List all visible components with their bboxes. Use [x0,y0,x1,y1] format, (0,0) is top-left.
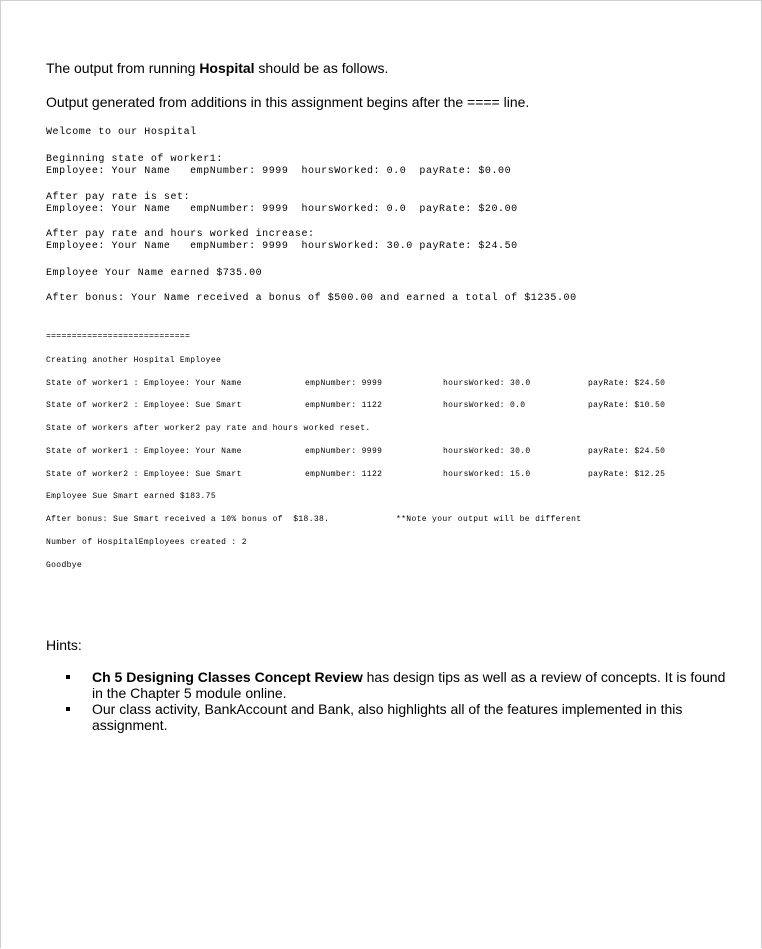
console-reset-head: State of workers after worker2 pay rate and hours worked reset. [46,424,371,433]
hint-item [66,701,726,733]
worker1-after-pay: payRate: $24.50 [588,447,666,456]
worker1-after-prefix: State of worker1 : Employee: Your Name [46,447,242,456]
worker1-after-emp: empNumber: 9999 [305,447,383,456]
console-bonus: After bonus: Your Name received a bonus of $500.00 and earned a total of $1235.00 [46,293,577,304]
worker1-before-pay: payRate: $24.50 [588,379,666,388]
console-welcome: Welcome to our Hospital [46,127,197,138]
hints-list [66,669,726,733]
hint-item [66,669,726,701]
console-payset-row: Employee: Your Name empNumber: 9999 hoursWorked: 0.0 payRate: $20.00 [46,204,518,215]
bullet-icon [66,675,70,679]
hint-item-text: has design tips as well as a review of concepts. It is found in the Chapter 5 module online. [92,669,726,701]
worker2-before-emp: empNumber: 1122 [305,401,383,410]
console-creating: Creating another Hospital Employee [46,356,222,365]
hint-item-text: Our class activity, BankAccount and Bank, also highlights all of the features implemented in this assignment. [92,701,683,733]
worker2-before-prefix: State of worker2 : Employee: Sue Smart [46,401,242,410]
intro-line-1-end: should be as follows. [254,60,389,76]
worker1-before-prefix: State of worker1 : Employee: Your Name [46,379,242,388]
hint-item-bold: Ch 5 Designing Classes Concept Review [92,669,363,685]
worker2-before-pay: payRate: $10.50 [588,401,666,410]
console-sue-bonus: After bonus: Sue Smart received a 10% bonus of $18.38. [46,515,330,524]
intro-line-1-text: The output from running [46,60,200,76]
intro-line-1 [46,60,388,76]
worker2-after-prefix: State of worker2 : Employee: Sue Smart [46,470,242,479]
console-sue-earned: Employee Sue Smart earned $183.75 [46,492,216,501]
worker2-after-emp: empNumber: 1122 [305,470,383,479]
console-count: Number of HospitalEmployees created : 2 [46,538,247,547]
intro-line-2: Output generated from additions in this assignment begins after the ==== line. [46,94,530,110]
worker1-before-emp: empNumber: 9999 [305,379,383,388]
console-increase-head: After pay rate and hours worked increase: [46,229,315,240]
worker1-before-hours: hoursWorked: 30.0 [443,379,531,388]
console-payset-head: After pay rate is set: [46,192,191,203]
console-increase-row: Employee: Your Name empNumber: 9999 hoursWorked: 30.0 payRate: $24.50 [46,241,518,252]
bullet-icon [66,707,70,711]
intro-line-1-bold: Hospital [199,60,255,76]
worker2-after-pay: payRate: $12.25 [588,470,666,479]
console-goodbye: Goodbye [46,561,83,570]
worker2-after-hours: hoursWorked: 15.0 [443,470,531,479]
console-separator: ============================ [46,332,191,341]
console-begin-row: Employee: Your Name empNumber: 9999 hoursWorked: 0.0 payRate: $0.00 [46,166,512,177]
console-note: **Note your output will be different [396,515,582,524]
hints-title: Hints: [46,637,82,653]
worker2-before-hours: hoursWorked: 0.0 [443,401,526,410]
worker1-after-hours: hoursWorked: 30.0 [443,447,531,456]
console-begin-head: Beginning state of worker1: [46,154,223,165]
console-earned: Employee Your Name earned $735.00 [46,268,263,279]
